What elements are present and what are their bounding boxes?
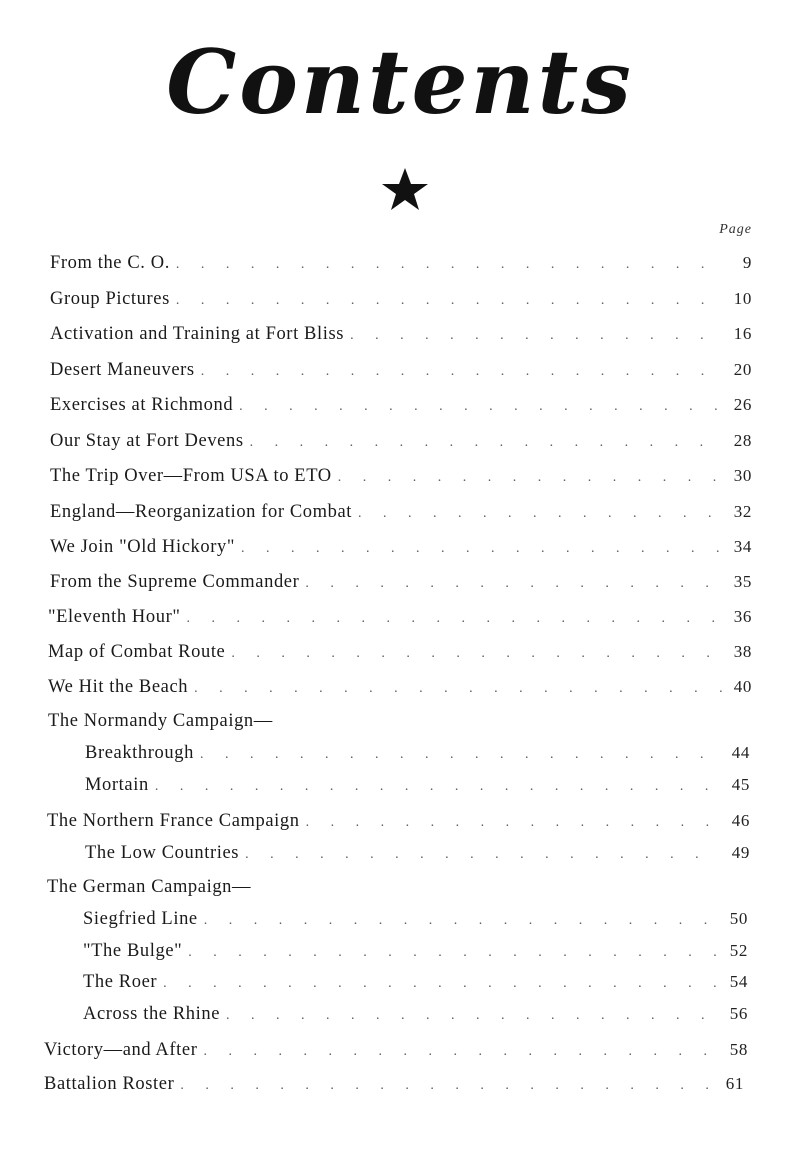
toc-entry-page: 26 xyxy=(733,395,752,414)
toc-entry[interactable] xyxy=(44,1040,748,1068)
toc-entry-page: 49 xyxy=(731,843,750,862)
dot-leader xyxy=(155,779,720,795)
star-icon xyxy=(380,166,430,212)
toc-entry-page: 44 xyxy=(731,743,750,762)
toc-entry-page: 34 xyxy=(733,537,752,556)
toc-entry-page: 10 xyxy=(733,289,752,308)
toc-entry-label: Activation and Training at Fort Bliss xyxy=(50,324,345,344)
toc-entry[interactable] xyxy=(50,395,752,423)
dot-leader xyxy=(180,1078,714,1094)
page-title: Contents xyxy=(166,30,634,134)
toc-entry[interactable] xyxy=(83,1004,748,1032)
toc-entry[interactable] xyxy=(85,843,750,871)
toc-entry-label: The Roer xyxy=(83,972,158,992)
toc-entry[interactable] xyxy=(83,909,748,937)
toc-entry-label: Victory—and After xyxy=(44,1040,198,1060)
toc-entry-page: 35 xyxy=(733,572,752,591)
toc-entry-label: Desert Maneuvers xyxy=(50,360,195,380)
dot-leader xyxy=(194,681,722,697)
toc-entry[interactable] xyxy=(47,811,750,839)
dot-leader xyxy=(203,1044,718,1060)
toc-entry[interactable] xyxy=(50,431,752,459)
toc-entry-label: England—Reorganization for Combat xyxy=(50,502,353,522)
toc-entry-page: 20 xyxy=(733,360,752,379)
toc-entry[interactable] xyxy=(83,972,748,1000)
toc-entry[interactable] xyxy=(50,466,752,494)
toc-section-heading: The Normandy Campaign— xyxy=(48,711,273,731)
toc-entry-label: Our Stay at Fort Devens xyxy=(50,431,244,451)
toc-entry-label: Exercises at Richmond xyxy=(50,395,234,415)
toc-entry[interactable] xyxy=(50,537,752,565)
toc-entry-page: 16 xyxy=(733,324,752,343)
toc-entry-page: 58 xyxy=(729,1040,748,1059)
toc-entry[interactable] xyxy=(50,324,752,352)
toc-entry-label: The Trip Over—From USA to ETO xyxy=(50,466,332,486)
toc-entry[interactable] xyxy=(83,941,748,969)
toc-entry[interactable] xyxy=(48,642,752,670)
toc-entry-page: 28 xyxy=(733,431,752,450)
toc-entry-label: Mortain xyxy=(85,775,149,795)
dot-leader xyxy=(338,470,722,486)
toc-entry-page: 46 xyxy=(731,811,750,830)
toc-entry-label: "Eleventh Hour" xyxy=(48,607,181,627)
toc-entry[interactable] xyxy=(50,572,752,600)
toc-entry-label: The Northern France Campaign xyxy=(47,811,300,831)
toc-entry-label: "The Bulge" xyxy=(83,941,183,961)
toc-entry[interactable] xyxy=(50,289,752,317)
toc-entry-label: Group Pictures xyxy=(50,289,170,309)
toc-entry-label: Across the Rhine xyxy=(83,1004,221,1024)
dot-leader xyxy=(306,815,720,831)
dot-leader xyxy=(204,913,718,929)
dot-leader xyxy=(231,646,722,662)
dot-leader xyxy=(350,328,722,344)
toc-entry-page: 40 xyxy=(733,677,752,696)
toc-entry-label: Battalion Roster xyxy=(44,1074,175,1094)
dot-leader xyxy=(187,611,722,627)
toc-entry-label: Breakthrough xyxy=(85,743,194,763)
dot-leader xyxy=(176,257,722,273)
dot-leader xyxy=(239,399,722,415)
toc-entry-page: 38 xyxy=(733,642,752,661)
toc-entry-page: 50 xyxy=(729,909,748,928)
toc-entry-page: 32 xyxy=(733,502,752,521)
toc-entry-page: 56 xyxy=(729,1004,748,1023)
dot-leader xyxy=(188,945,718,961)
toc-entry-label: We Join "Old Hickory" xyxy=(50,537,235,557)
toc-entry-label: We Hit the Beach xyxy=(48,677,189,697)
toc-entry[interactable] xyxy=(85,743,750,771)
dot-leader xyxy=(200,747,720,763)
dot-leader xyxy=(305,576,722,592)
toc-entry-page: 45 xyxy=(731,775,750,794)
toc-entry-label: From the Supreme Commander xyxy=(50,572,300,592)
dot-leader xyxy=(201,364,722,380)
dot-leader xyxy=(250,435,722,451)
toc-entry[interactable] xyxy=(48,607,752,635)
dot-leader xyxy=(163,976,718,992)
toc-entry-page: 54 xyxy=(729,972,748,991)
toc-section-heading: The German Campaign— xyxy=(47,877,252,897)
dot-leader xyxy=(245,847,720,863)
page-column-label: Page xyxy=(719,222,752,237)
toc-entry-label: The Low Countries xyxy=(85,843,240,863)
toc-entry-page: 61 xyxy=(725,1074,744,1093)
toc-entry[interactable] xyxy=(50,360,752,388)
toc-entry-page: 9 xyxy=(742,253,752,272)
toc-entry-page: 36 xyxy=(733,607,752,626)
toc-entry-label: From the C. O. xyxy=(50,253,170,273)
toc-entry-page: 52 xyxy=(729,941,748,960)
dot-leader xyxy=(226,1008,718,1024)
toc-entry[interactable] xyxy=(48,677,752,705)
toc-entry[interactable] xyxy=(85,775,750,803)
toc-entry[interactable] xyxy=(50,502,752,530)
dot-leader xyxy=(358,506,722,522)
toc-entry-label: Map of Combat Route xyxy=(48,642,226,662)
toc-entry-label: Siegfried Line xyxy=(83,909,198,929)
toc-entry[interactable] xyxy=(44,1074,744,1102)
dot-leader xyxy=(241,541,722,557)
toc-entry[interactable] xyxy=(50,253,752,281)
dot-leader xyxy=(176,293,722,309)
toc-entry-page: 30 xyxy=(733,466,752,485)
